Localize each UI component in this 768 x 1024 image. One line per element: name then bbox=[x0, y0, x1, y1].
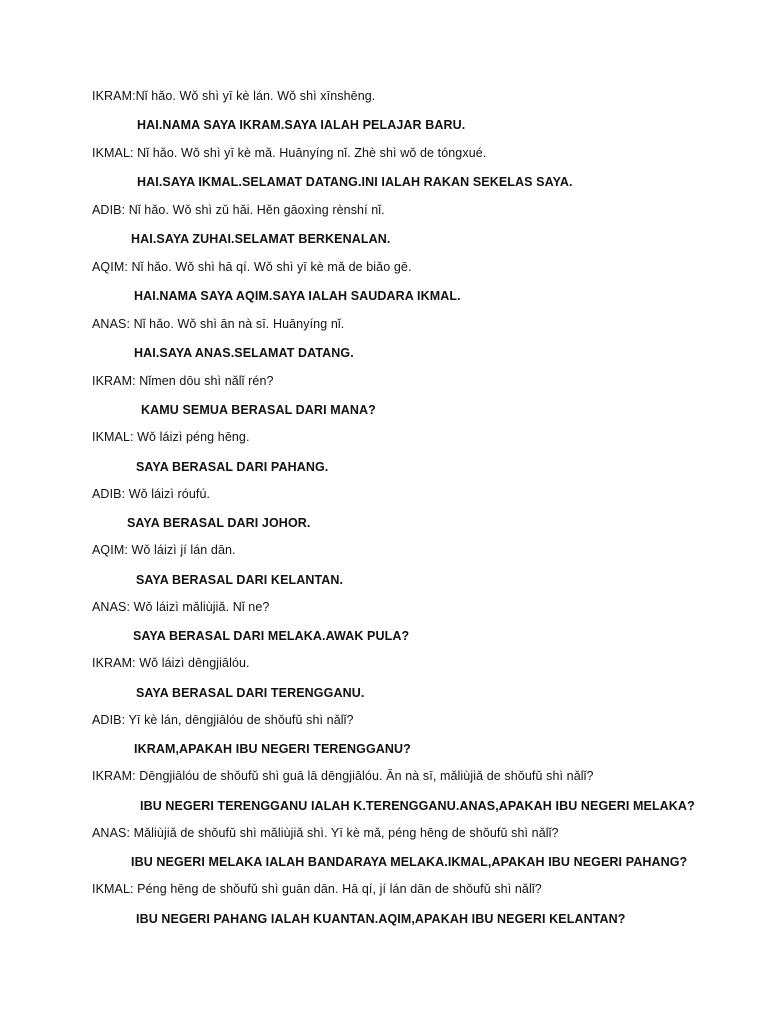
translation-line-4: HAI.NAMA SAYA AQIM.SAYA IALAH SAUDARA IKMAL. bbox=[134, 289, 461, 303]
dialogue-line-adib-1: ADIB: Nǐ hǎo. Wǒ shì zǔ hǎi. Hěn gāoxìng rènshí nǐ. bbox=[92, 203, 385, 217]
translation-line-2: HAI.SAYA IKMAL.SELAMAT DATANG.INI IALAH RAKAN SEKELAS SAYA. bbox=[137, 175, 573, 189]
translation-line-14: IBU NEGERI MELAKA IALAH BANDARAYA MELAKA.IKMAL,APAKAH IBU NEGERI PAHANG? bbox=[131, 855, 688, 869]
translation-line-12: IKRAM,APAKAH IBU NEGERI TERENGGANU? bbox=[134, 742, 411, 756]
translation-line-13: IBU NEGERI TERENGGANU IALAH K.TERENGGANU.ANAS,APAKAH IBU NEGERI MELAKA? bbox=[140, 799, 695, 813]
dialogue-line-ikmal-3: IKMAL: Péng hēng de shǒufǔ shì guān dān. Hā qí, jí lán dān de shǒufǔ shì nǎlǐ? bbox=[92, 882, 542, 896]
translation-line-5: HAI.SAYA ANAS.SELAMAT DATANG. bbox=[134, 346, 354, 360]
dialogue-line-aqim-2: AQIM: Wǒ láizì jí lán dān. bbox=[92, 543, 236, 557]
dialogue-line-ikmal-2: IKMAL: Wǒ láizì péng hēng. bbox=[92, 430, 250, 444]
dialogue-line-ikram-1: IKRAM:Nǐ hǎo. Wǒ shì yī kè lán. Wǒ shì xīnshēng. bbox=[92, 89, 376, 103]
dialogue-line-ikram-4: IKRAM: Dēngjiālóu de shǒufǔ shì guā lā dēngjiālóu. Ān nà sī, mǎliùjiǎ de shǒufǔ shì nǎlǐ? bbox=[92, 769, 594, 783]
dialogue-line-adib-3: ADIB: Yī kè lán, dēngjiālóu de shǒufǔ shì nǎlǐ? bbox=[92, 713, 354, 727]
dialogue-line-aqim-1: AQIM: Nǐ hǎo. Wǒ shì hā qí. Wǒ shì yī kè mǎ de biǎo gē. bbox=[92, 260, 412, 274]
dialogue-line-anas-2: ANAS: Wǒ láizì mǎliùjiǎ. Nǐ ne? bbox=[92, 600, 270, 614]
dialogue-line-adib-2: ADIB: Wǒ láizì róufú. bbox=[92, 487, 211, 501]
dialogue-line-ikmal-1: IKMAL: Nǐ hǎo. Wǒ shì yī kè mǎ. Huānyíng nǐ. Zhè shì wǒ de tóngxué. bbox=[92, 146, 487, 160]
translation-line-7: SAYA BERASAL DARI PAHANG. bbox=[136, 460, 329, 474]
dialogue-line-anas-3: ANAS: Mǎliùjiǎ de shǒufǔ shì mǎliùjiǎ shì. Yī kè mǎ, péng hēng de shǒufǔ shì nǎlǐ? bbox=[92, 826, 559, 840]
translation-line-6: KAMU SEMUA BERASAL DARI MANA? bbox=[141, 403, 376, 417]
translation-line-9: SAYA BERASAL DARI KELANTAN. bbox=[136, 573, 344, 587]
translation-line-8: SAYA BERASAL DARI JOHOR. bbox=[127, 516, 311, 530]
translation-line-15: IBU NEGERI PAHANG IALAH KUANTAN.AQIM,APAKAH IBU NEGERI KELANTAN? bbox=[136, 912, 626, 926]
translation-line-1: HAI.NAMA SAYA IKRAM.SAYA IALAH PELAJAR BARU. bbox=[137, 118, 466, 132]
translation-line-11: SAYA BERASAL DARI TERENGGANU. bbox=[136, 686, 365, 700]
dialogue-line-ikram-2: IKRAM: Nǐmen dōu shì nǎlǐ rén? bbox=[92, 374, 274, 388]
dialogue-line-anas-1: ANAS: Nǐ hǎo. Wǒ shì ān nà sī. Huānyíng nǐ. bbox=[92, 317, 345, 331]
translation-line-3: HAI.SAYA ZUHAI.SELAMAT BERKENALAN. bbox=[131, 232, 391, 246]
dialogue-line-ikram-3: IKRAM: Wǒ láizì dēngjiālóu. bbox=[92, 656, 250, 670]
translation-line-10: SAYA BERASAL DARI MELAKA.AWAK PULA? bbox=[133, 629, 410, 643]
